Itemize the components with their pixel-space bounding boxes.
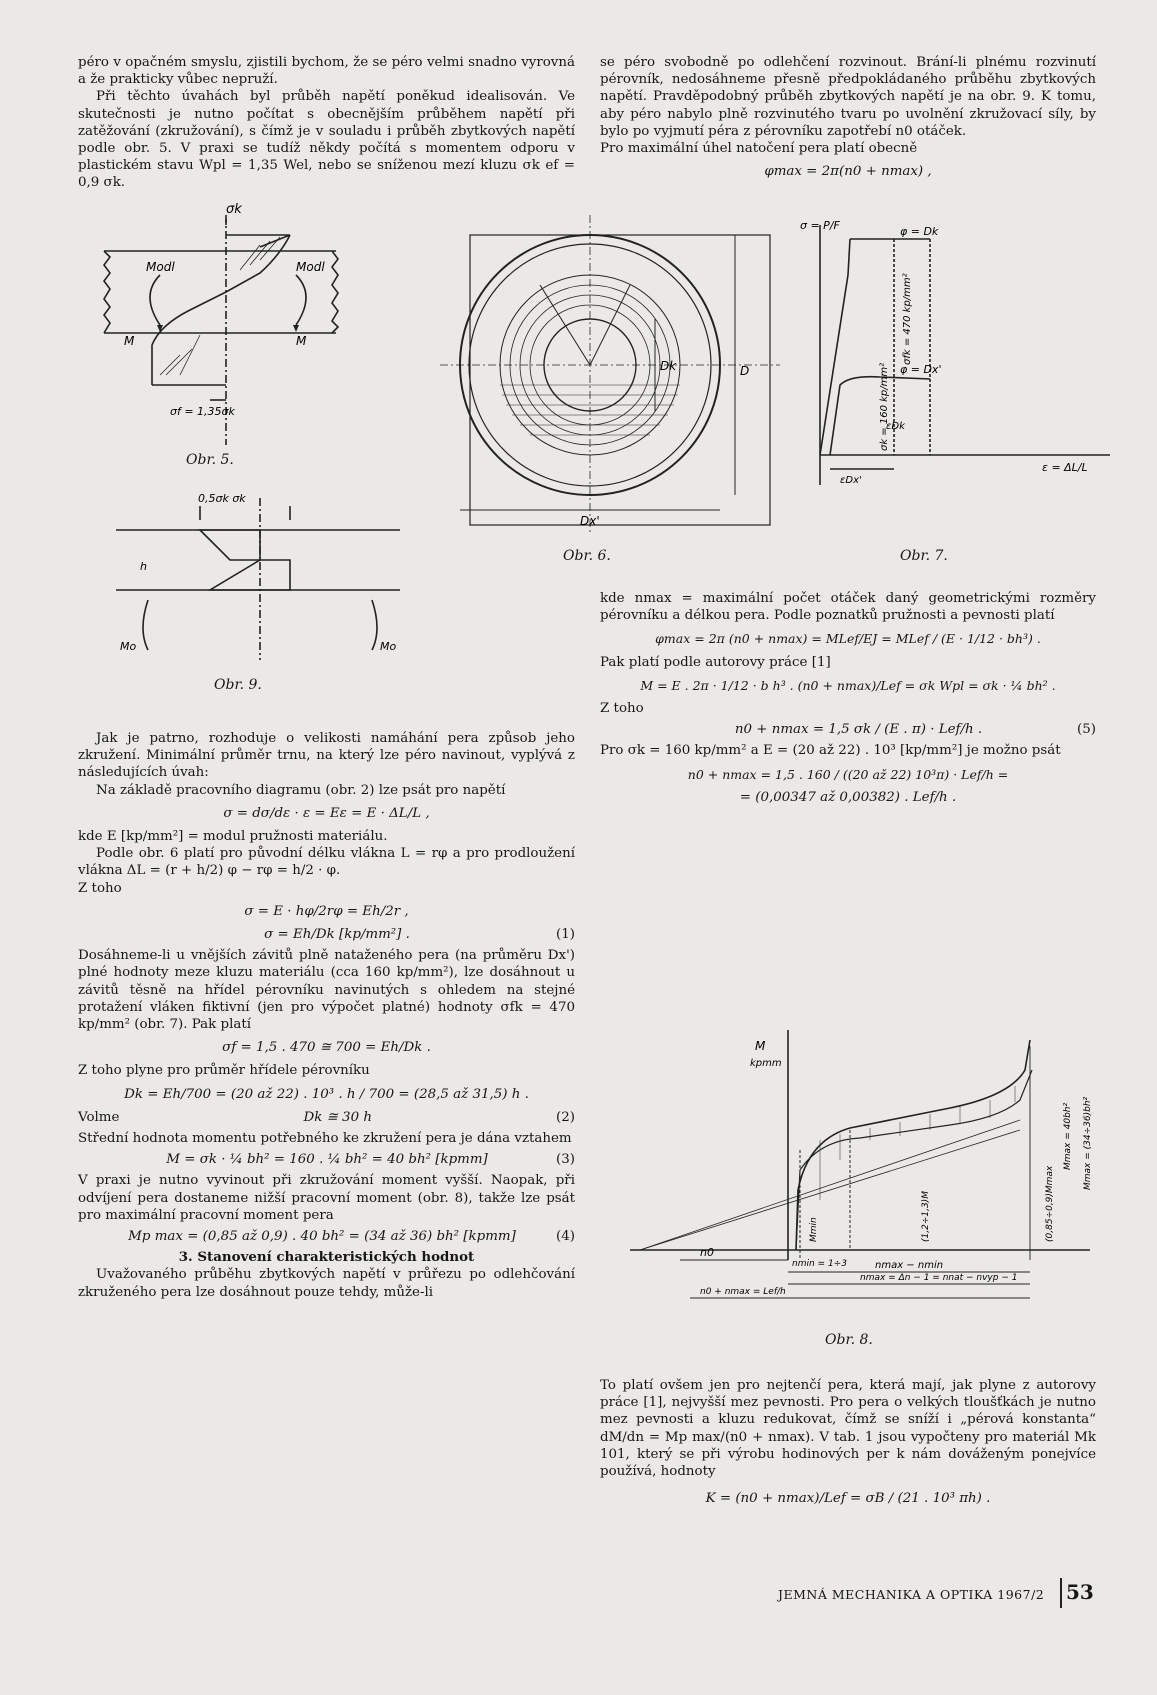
fig6-dk: Dk [660,359,677,373]
fig8-n0: n0 [700,1246,714,1259]
left-paragraph-9: Střední hodnota momentu potřebného ke zkružení pera je dána vztahem [78,1131,572,1147]
right-column-top [600,54,1096,186]
fig8-mpmax: (0,85÷0,9)Mmax [1045,1165,1055,1242]
equation-3-number: (3) [556,1152,575,1168]
figure-5 [100,202,340,445]
fig8-mmax-1: Mmax = 40bh² [1063,1102,1073,1170]
fig6-d: D [740,364,750,378]
figure-9 [110,490,410,670]
left-paragraph-10: V praxi je nutno vyvinout při zkružování moment vyšší. Naopak, při odvíjení pera dostaneme nižší pracovní moment (obr. 8), takže lze psát pro maximální pracovní moment pera [78,1173,575,1223]
right-paragraph-5: Pro σk = 160 kp/mm² a E = (20 až 22) . 10³ [kp/mm²] je možno psát [600,743,1061,759]
left-paragraph-8: Z toho plyne pro průměr hřídele pérovníku [78,1063,370,1079]
left-paragraph-7: Dosáhneme-li u vnějších závitů plně nataženého pera (na průměru Dx') plné hodnoty meze kluzu materiálu (cca 160 kp/mm²), lze dosáhnout u závitů těsně na hřídel pérovníku navinutých s ohledem na stejné protažení vláken fiktivní (jen pro výpočet platné) hodnoty σfk = 470 kp/mm² (obr. 7). Pak platí [78,948,575,1033]
equation-3-body: M = σk · ¼ bh² = 160 . ¼ bh² = 40 bh² [kpmm] [166,1152,488,1168]
section-heading: 3. Stanovení charakteristických hodnot [178,1249,475,1266]
left-paragraph-6: Podle obr. 6 platí pro původní délku vlákna L = rφ a pro prodloužení vlákna ΔL = (r + h/2) φ − rφ = h/2 · φ. [78,846,575,879]
equation-5-body: n0 + nmax = 1,5 σk / (E . π) · Lef/h . [734,722,983,738]
fig7-sigma-fk: σfk = 470 kp/mm² [902,273,913,365]
fig5-sigma-k: σk [226,202,242,217]
equation-4 [78,1228,575,1245]
equation-5-number: (5) [1077,722,1096,738]
journal-footer: JEMNÁ MECHANIKA A OPTIKA 1967/2 [778,1587,1045,1602]
fig7-sigma: σ = P/F [800,219,840,232]
equation-k: K = (n0 + nmax)/Lef = σB / (21 . 10³ πh) . [705,1491,991,1507]
equation-s1: σ = E · hφ/2rφ = Eh/2r , [244,903,409,919]
left-paragraph-3: Jak je patrno, rozhoduje o velikosti namáhání pera způsob jeho zkružení. Minimální průměr trnu, na který lze péro navinout, vyplývá z následujících úvah: [78,731,575,781]
right-paragraph-3: kde nmax = maximální počet otáček daný geometrickými rozměry pérovníku a délkou pera. Podle poznatků pružnosti a pevnosti platí [600,591,1096,624]
equation-4-number: (4) [556,1229,575,1245]
caption-obr7: Obr. 7. [900,548,948,564]
left-paragraph-1: péro v opačném smyslu, zjistili bychom, že se péro velmi snadno vyrovná a že prakticky vůbec nepruží. [78,55,575,88]
right-paragraph-4: Pak platí podle autorovy práce [1] [600,654,831,670]
equation-1-number: (1) [556,927,575,943]
caption-obr5: Obr. 5. [186,452,234,468]
page-number: 53 [1066,1580,1094,1604]
equation-2 [78,1109,575,1126]
equation-phi: φmax = 2π(n0 + nmax) , [764,164,932,180]
right-column-bottom [600,1377,1096,1513]
caption-obr8: Obr. 8. [825,1332,873,1348]
left-paragraph-11: Uvažovaného průběhu zbytkových napětí v průřezu po odlehčování zkruženého pera lze dosáhnout pouze tehdy, může-li [78,1267,575,1300]
right-paragraph-6: To platí ovšem jen pro nejtenčí pera, která mají, jak plyne z autorovy práce [1], nejvyšší mez pevnosti. Pro pera o velkých tloušťkách je nutno mez pevnosti a kluzu redukovat, čímž se sníží i „pérová konstanta“ dM/dn = Mp max/(n0 + nmax). V tab. 1 jsou vypočteny pro materiál Mk 101, který se při výrobu hodinových per k nám dováženým ponejvíce používá, hodnoty [600,1378,1096,1480]
fig5-m-right: M [296,334,307,348]
fig8-mmid: (1,2÷1,3)M [921,1191,931,1242]
fig6-dx: Dx' [580,514,600,528]
equation-1 [78,926,575,943]
fig5-m-left: M [124,334,135,348]
fig9-top-label: 0,5σk σk [198,492,246,505]
fig7-eps: ε = ΔL/L [1042,461,1088,474]
equation-3 [78,1151,575,1168]
equation-1-body: σ = Eh/Dk [kp/mm²] . [264,927,410,943]
equation-sf: σf = 1,5 . 470 ≅ 700 = Eh/Dk . [222,1040,431,1056]
fig9-h: h [140,560,147,573]
equation-4-body: Mp max = (0,85 až 0,9) . 40 bh² = (34 až 36) bh² [kpmm] [128,1229,516,1245]
right-paragraph-1: se péro svobodně po odlehčení rozvinout. Brání-li plnému rozvinutí pérovník, nedosáhneme přesně předpokládaného průběhu zbytkových napětí. Pravděpodobný průběh zbytkových napětí je na obr. 9. K tomu, aby péro nabylo plně rozvinutého tvaru po uvolnění zkružovací síly, by bylo po vyjmutí péra z pérovníku zapotřebí n0 otáček. [600,55,1096,139]
left-paragraph-2: Při těchto úvahách byl průběh napětí poněkud idealisován. Ve skutečnosti je nutno počítat s obecnějším průběhem napětí při zatěžování (zkružování), s čímž je v souladu i průběh zbytkových napětí podle obr. 5. V praxi se tudíž někdy počítá s momentem odporu v plastickém stavu Wpl = 1,35 Wel, nebo se sníženou mezí kluzu σk ef = 0,9 σk. [78,89,575,191]
right-ztoho: Z toho [600,701,644,717]
fig5-modl-left: Modl [146,260,175,274]
fig8-unit: kpmm [750,1058,782,1069]
fig5-modl-right: Modl [296,260,325,274]
fig8-nmin: nmin = 1÷3 [792,1259,847,1269]
equation-2-number: (2) [556,1109,575,1125]
equation-dk: Dk = Eh/700 = (20 až 22) . 10³ . h / 700 = (28,5 až 31,5) h . [124,1086,529,1102]
equation-moment: M = E . 2π · 1/12 · b h³ . (n0 + nmax)/Lef = σk Wpl = σk · ¼ bh² . [640,677,1056,693]
footer-divider [1060,1578,1062,1608]
caption-obr9: Obr. 9. [214,677,262,693]
fig7-phi-dk: φ = Dk [900,225,939,238]
fig8-m: M [755,1039,766,1053]
figure-8 [620,1010,1110,1310]
equation-2-body: Dk ≅ 30 h [303,1109,372,1125]
fig5-sigma-f: σf = 1,35σk [170,405,235,418]
fig8-lef: n0 + nmax = Lef/h [700,1287,786,1297]
fig7-eps-dk: εDk [886,421,905,432]
volme-label: Volme [78,1109,120,1125]
fig8-nrow: nmax = Δn − 1 = nnat − nvyp − 1 [860,1273,1018,1283]
left-column-bottom [78,730,575,1301]
fig8-mmin: Mmin [809,1217,819,1242]
fig8-nmax: nmax − nmin [875,1260,944,1271]
figure-6 [440,215,780,545]
fig9-mo-right: Mo [380,640,397,653]
fig8-mmax-2: Mmax = (34÷36)bh² [1083,1096,1093,1190]
left-paragraph-5: kde E [kp/mm²] = modul pružnosti materiálu. [78,829,388,845]
right-column-middle [600,590,1096,812]
equation-phi-2: φmax = 2π (n0 + nmax) = MLef/EJ = MLef / (E · 1/12 · bh³) . [655,631,1041,647]
equation-5 [600,721,1096,738]
fig9-mo-left: Mo [120,640,137,653]
fig7-eps-dx: εDx' [840,475,862,486]
figure-7 [790,215,1125,515]
right-paragraph-2: Pro maximální úhel natočení pera platí obecně [600,141,918,157]
equation-n2: n0 + nmax = 1,5 . 160 / ((20 až 22) 10³π) · Lef/h = [687,766,1009,782]
fig7-sigma-k: σk = 160 kp/mm² [879,362,890,451]
left-ztoho-1: Z toho [78,880,122,896]
equation-sigma: σ = dσ/dε · ε = Eε = E · ΔL/L , [223,805,430,821]
caption-obr6: Obr. 6. [563,548,611,564]
left-paragraph-4: Na základě pracovního diagramu (obr. 2) lze psát pro napětí [96,782,506,798]
fig7-phi-dx: φ = Dx' [900,363,942,376]
left-column-top [78,54,575,192]
equation-n3: = (0,00347 až 0,00382) . Lef/h . [739,789,957,805]
